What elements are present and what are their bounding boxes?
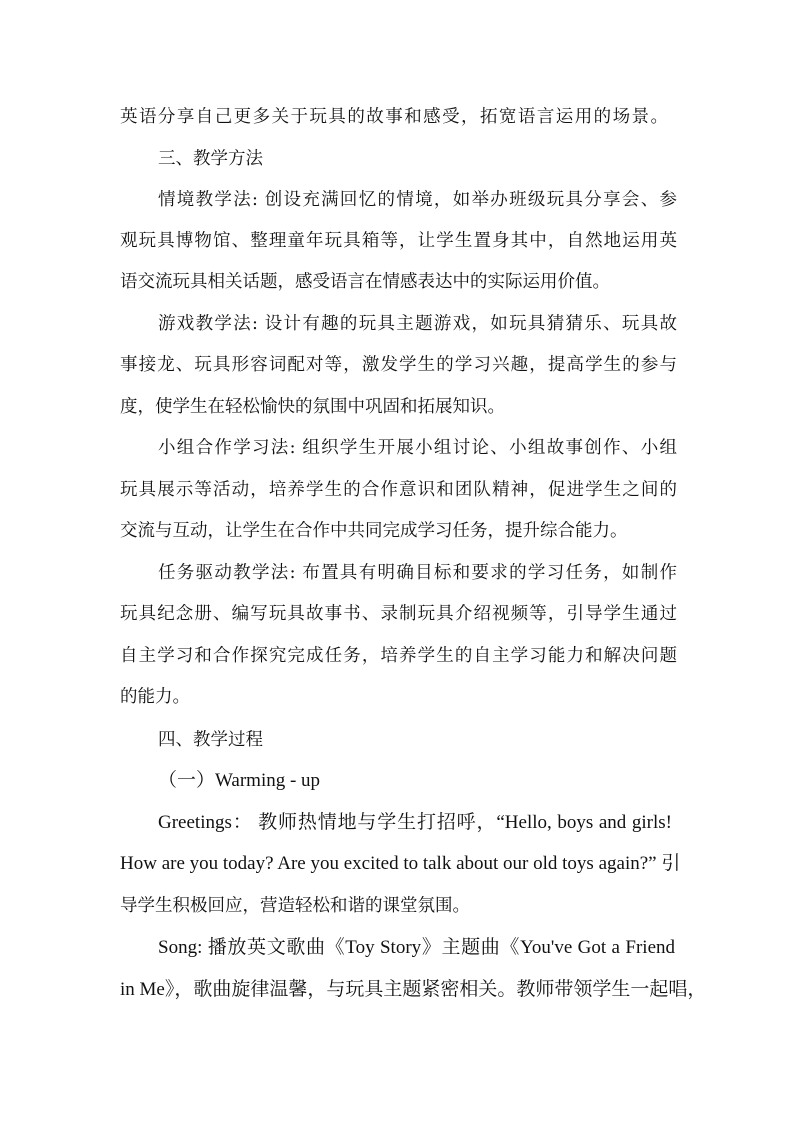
paragraph-line: 的能力。: [120, 687, 190, 707]
section-heading: 四、教学过程: [158, 730, 263, 750]
subsection-heading: （一）Warming - up: [158, 770, 321, 791]
paragraph-line: How are you today? Are you excited to talk about our old toys again?” 引: [120, 853, 681, 874]
paragraph-line: 游戏教学法: 设计有趣的玩具主题游戏，如玩具猜猜乐、玩具故: [158, 314, 677, 334]
paragraph-line: in Me》，歌曲旋律温馨，与玩具主题紧密相关。教师带领学生一起唱，: [120, 979, 707, 1000]
paragraph-line: 交流与互动，让学生在合作中共同完成学习任务，提升综合能力。: [120, 521, 628, 541]
paragraph-line: 自主学习和合作探究完成任务，培养学生的自主学习能力和解决问题: [120, 646, 677, 666]
paragraph-line: 英语分享自己更多关于玩具的故事和感受，拓宽语言运用的场景。: [120, 107, 668, 127]
paragraph-line: 小组合作学习法: 组织学生开展小组讨论、小组故事创作、小组: [158, 438, 677, 458]
paragraph-line: 情境教学法: 创设充满回忆的情境，如举办班级玩具分享会、参: [158, 190, 677, 210]
paragraph-line: Greetings： 教师热情地与学生打招呼，“Hello, boys and girls!: [158, 812, 672, 833]
paragraph-line: 语交流玩具相关话题，感受语言在情感表达中的实际运用价值。: [120, 272, 610, 292]
paragraph-line: 事接龙、玩具形容词配对等，激发学生的学习兴趣，提高学生的参与: [120, 355, 677, 375]
paragraph-line: 玩具展示等活动，培养学生的合作意识和团队精神，促进学生之间的: [120, 480, 677, 500]
paragraph-line: 导学生积极回应，营造轻松和谐的课堂氛围。: [120, 896, 470, 916]
paragraph-line: 度，使学生在轻松愉快的氛围中巩固和拓展知识。: [120, 397, 505, 417]
paragraph-line: 任务驱动教学法: 布置具有明确目标和要求的学习任务，如制作: [158, 563, 677, 583]
section-heading: 三、教学方法: [158, 149, 263, 169]
paragraph-line: 玩具纪念册、编写玩具故事书、录制玩具介绍视频等，引导学生通过: [120, 604, 677, 624]
paragraph-line: 观玩具博物馆、整理童年玩具箱等，让学生置身其中，自然地运用英: [120, 231, 677, 251]
paragraph-line: Song: 播放英文歌曲《Toy Story》主题曲《You've Got a Friend: [158, 937, 675, 958]
